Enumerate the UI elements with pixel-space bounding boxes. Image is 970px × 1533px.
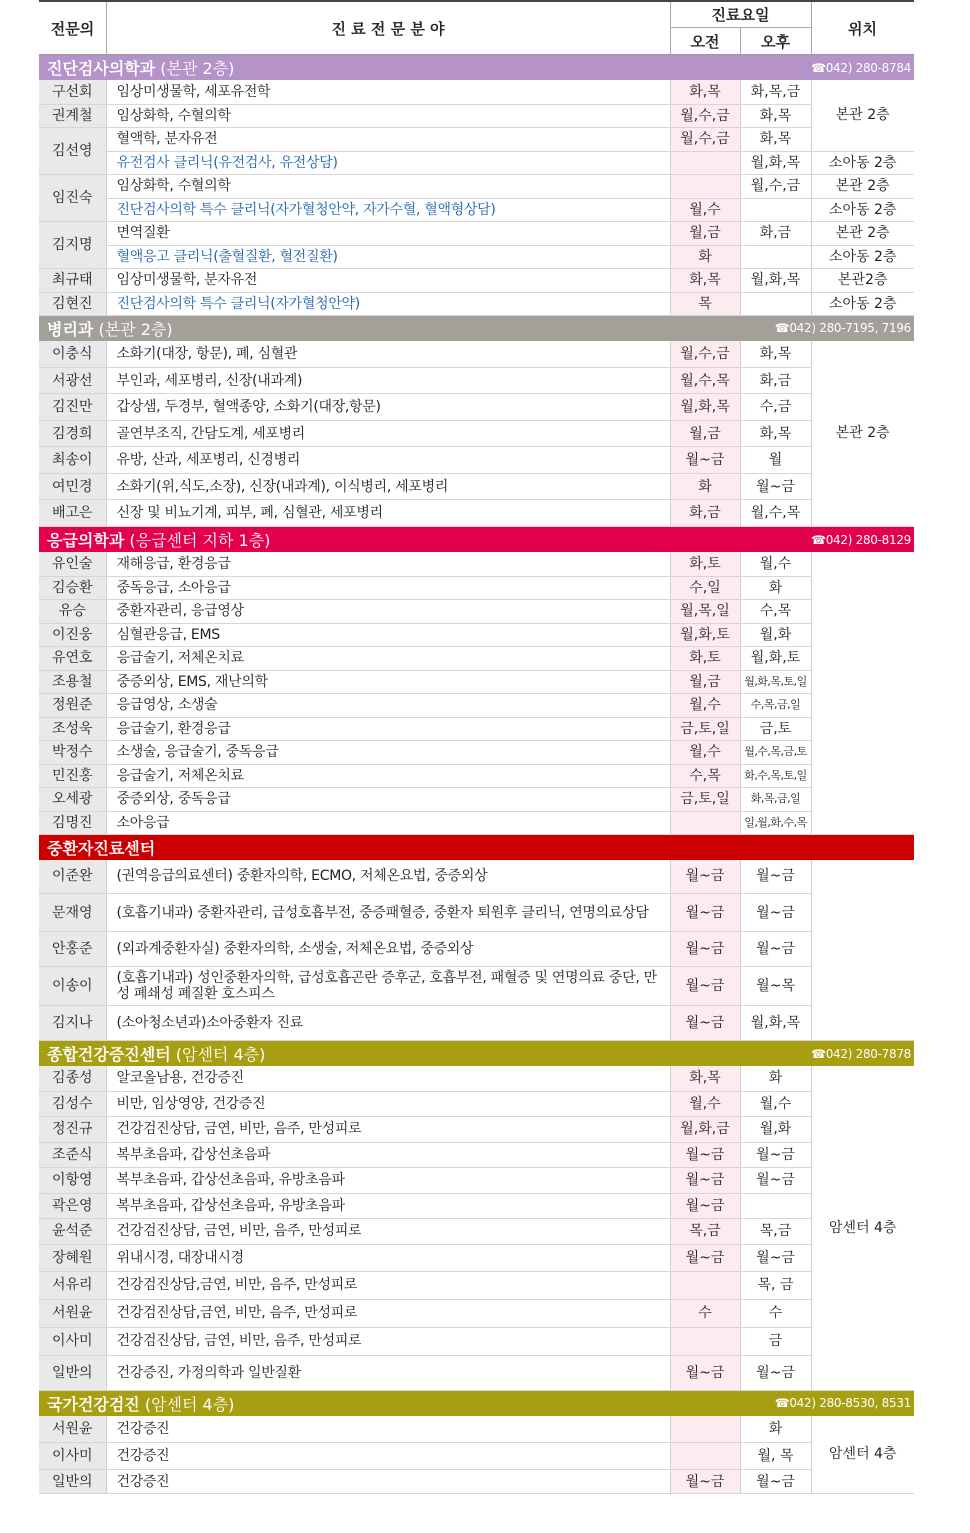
section-header-1 [39,55,914,80]
table-row [39,1416,914,1443]
doctor-name: 서원윤 [39,1299,106,1327]
doctor-name: 김현진 [39,292,106,315]
pm-days: 수,목,금,일 [740,693,811,717]
location [811,860,914,1041]
pm-days: 목, 금 [740,1271,811,1299]
table-row [39,1193,914,1218]
doctor-name: 김경희 [39,421,106,447]
table-row [39,1167,914,1193]
pm-days: 월~금 [740,894,811,932]
section-phone: ☎042) 280-8530, 8531 [774,1396,911,1410]
pm-days: 월~금 [740,1142,811,1167]
table-row [39,174,914,198]
am-days [670,1416,740,1443]
doctor-name: 정진규 [39,1116,106,1142]
table-row [39,740,914,764]
doctor-name: 일반의 [39,1355,106,1390]
pm-days: 수,목 [740,599,811,623]
location: 암센터 4층 [811,1416,914,1494]
am-days: 화 [670,245,740,268]
section-title [47,56,234,79]
doctor-name: 김승환 [39,576,106,599]
doctor-name: 박정수 [39,740,106,764]
specialty: 유방, 산과, 세포병리, 신경병리 [106,447,670,474]
specialty: 위내시경, 대장내시경 [106,1244,670,1271]
pm-days: 화,목 [740,341,811,368]
pm-days: 월,화,목,토,일 [740,670,811,693]
section-header-3 [39,527,914,552]
location: 본관 2층 [811,341,914,527]
table-row [39,552,914,576]
table-row [39,1271,914,1299]
doctor-name: 김명진 [39,811,106,834]
section-subtitle: (암센터 4층) [139,1394,235,1414]
table-row [39,1116,914,1142]
am-days: 월~금 [670,860,740,894]
table-row [39,932,914,967]
table-row [39,447,914,474]
pm-days: 수 [740,1299,811,1327]
doctor-name: 윤석준 [39,1218,106,1244]
header-days: 진료요일 [670,2,811,28]
pm-days: 월~금 [740,860,811,894]
am-days: 월,금 [670,670,740,693]
doctor-name: 여민경 [39,474,106,500]
location: 소아동 2층 [811,292,914,315]
specialty: 복부초음파, 갑상선초음파, 유방초음파 [106,1193,670,1218]
pm-days: 화,목,금 [740,80,811,104]
am-days: 화,목 [670,80,740,104]
table-row [39,292,914,315]
table-row [39,198,914,221]
table-row [39,421,914,447]
table-row [39,787,914,811]
section-title-text: 중환자진료센터 [47,838,156,858]
doctor-name: 서유리 [39,1271,106,1299]
header-doctor: 전문의 [50,19,95,38]
doctor-name: 서원윤 [39,1416,106,1443]
pm-days: 화,금 [740,368,811,394]
specialty: 부인과, 세포병리, 신장(내과계) [106,368,670,394]
specialty: 임상화학, 수혈의학 [106,104,670,127]
pm-days: 월,수 [740,1091,811,1116]
am-days: 화,목 [670,268,740,292]
section-header-2 [39,316,914,341]
pm-days: 월, 목 [740,1443,811,1470]
table-row [39,151,914,174]
doctor-name: 장혜원 [39,1244,106,1271]
table-row [39,268,914,292]
am-days: 월,수 [670,198,740,221]
pm-days: 월 [740,447,811,474]
doctor-name: 유승 [39,599,106,623]
doctor-name: 최송이 [39,447,106,474]
am-days: 월,화,목 [670,394,740,421]
doctor-name: 이충식 [39,341,106,368]
doctor-name: 이진웅 [39,623,106,646]
location: 본관2층 [811,268,914,292]
section-header-4 [39,835,914,860]
section-phone: ☎042) 280-8784 [811,60,911,75]
am-days: 월~금 [670,1355,740,1390]
section-table [39,341,914,528]
pm-days: 월,화,목 [740,151,811,174]
am-days: 월,화,토 [670,623,740,646]
table-row [39,967,914,1006]
specialty: (외과계중환자실) 중환자의학, 소생술, 저체온요법, 중증외상 [106,932,670,967]
table-row [39,1299,914,1327]
table-row [39,474,914,500]
section-title-text: 응급의학과 [47,531,125,550]
doctor-name: 임진숙 [39,174,106,221]
doctor-name: 최규태 [39,268,106,292]
specialty: 신장 및 비뇨기계, 피부, 폐, 심혈관, 세포병리 [106,500,670,527]
doctor-name: 김지명 [39,221,106,268]
specialty: 임상미생물학, 세포유전학 [106,80,670,104]
am-days: 월~금 [670,932,740,967]
doctor-name: 유인술 [39,552,106,576]
specialty: (호흡기내과) 중환자관리, 급성호흡부전, 중증패혈증, 중환자 퇴원후 클리닉, 연명의료상담 [106,894,670,932]
location: 소아동 2층 [811,198,914,221]
pm-days: 일,월,화,수,목 [740,811,811,834]
section-title-text: 종합건강증진센터 [47,1045,171,1064]
specialty: 진단검사의학 특수 클리닉(자가혈청안약, 자가수혈, 혈액형상담) [106,198,670,221]
pm-days: 금 [740,1327,811,1355]
doctor-name: 오세광 [39,787,106,811]
pm-days: 월~금 [740,1470,811,1494]
section-title [47,528,270,551]
table-row [39,860,914,894]
doctor-name: 김진만 [39,394,106,421]
specialty: 혈액학, 분자유전 [106,127,670,151]
specialty: 소화기(대장, 항문), 폐, 심혈관 [106,341,670,368]
section-title-text: 국가건강검진 [47,1394,140,1414]
am-days: 화 [670,474,740,500]
pm-days: 월~금 [740,932,811,967]
specialty: 재해응급, 환경응급 [106,552,670,576]
section-table [39,552,914,835]
pm-days: 목,금 [740,1218,811,1244]
am-days: 월,금 [670,221,740,245]
pm-days: 화,수,목,토,일 [740,764,811,787]
section-subtitle: (본관 2층) [93,319,173,339]
am-days: 수,목 [670,764,740,787]
location [811,552,914,834]
am-days: 월,금 [670,421,740,447]
am-days: 월~금 [670,1006,740,1041]
section-title [47,836,155,859]
doctor-name: 김종성 [39,1066,106,1091]
section-title [47,1042,265,1065]
specialty: (권역응급의료센터) 중환자의학, ECMO, 저체온요법, 중증외상 [106,860,670,894]
pm-days [740,198,811,221]
specialty: 응급술기, 환경응급 [106,717,670,740]
header-location: 위치 [848,19,877,38]
pm-days: 월,화 [740,1116,811,1142]
table-row [39,1091,914,1116]
header-am: 오전 [690,32,720,51]
table-row [39,646,914,670]
pm-days: 월~금 [740,1355,811,1390]
table-row [39,1066,914,1091]
am-days: 월~금 [670,1193,740,1218]
specialty: (소아청소년과)소아중환자 진료 [106,1006,670,1041]
location: 소아동 2층 [811,151,914,174]
am-days: 월,수 [670,1091,740,1116]
specialty: 비만, 임상영양, 건강증진 [106,1091,670,1116]
am-days: 월,수 [670,740,740,764]
doctor-name: 김지나 [39,1006,106,1041]
location: 본관 2층 [811,174,914,198]
doctor-name: 이사미 [39,1443,106,1470]
doctor-name: 일반의 [39,1470,106,1494]
table-row [39,1327,914,1355]
pm-days: 수,금 [740,394,811,421]
table-row [39,764,914,787]
am-days: 화,토 [670,646,740,670]
am-days: 수 [670,1299,740,1327]
specialty: 중증외상, EMS, 재난의학 [106,670,670,693]
doctor-name: 서광선 [39,368,106,394]
specialty: 골연부조직, 간담도계, 세포병리 [106,421,670,447]
section-title-text: 진단검사의학과 [47,59,156,78]
section-phone: ☎042) 280-8129 [811,532,911,547]
table-row [39,623,914,646]
table-row [39,1355,914,1390]
am-days: 월~금 [670,1470,740,1494]
table-row [39,1142,914,1167]
pm-days: 월,수,목,금,토 [740,740,811,764]
pm-days [740,1193,811,1218]
specialty: 응급술기, 저체온치료 [106,646,670,670]
table-row [39,104,914,127]
table-row [39,811,914,834]
section-header-5 [39,1041,914,1066]
am-days: 월,수,금 [670,341,740,368]
section-phone: ☎042) 280-7878 [811,1046,911,1061]
pm-days: 화,목 [740,127,811,151]
specialty: 복부초음파, 갑상선초음파, 유방초음파 [106,1167,670,1193]
table-row [39,500,914,527]
am-days: 월,수,금 [670,127,740,151]
am-days [670,1327,740,1355]
header-pm: 오후 [761,32,790,51]
pm-days: 화,목 [740,421,811,447]
specialty: 중독응급, 소아응급 [106,576,670,599]
table-row [39,717,914,740]
am-days: 월,수,목 [670,368,740,394]
specialty: 건강검진상담,금연, 비만, 음주, 만성피로 [106,1299,670,1327]
am-days: 월,화,금 [670,1116,740,1142]
am-days: 금,토,일 [670,717,740,740]
pm-days: 월,화,목 [740,268,811,292]
pm-days [740,245,811,268]
am-days: 월~금 [670,894,740,932]
table-row [39,221,914,245]
specialty: 건강증진 [106,1443,670,1470]
location: 암센터 4층 [811,1066,914,1390]
table-row [39,394,914,421]
am-days: 월,목,일 [670,599,740,623]
table-row [39,576,914,599]
specialty: 소화기(위,식도,소장), 신장(내과계), 이식병리, 세포병리 [106,474,670,500]
location: 소아동 2층 [811,245,914,268]
section-title-text: 병리과 [47,319,94,339]
pm-days: 월,수,금 [740,174,811,198]
doctor-name: 민진홍 [39,764,106,787]
table-row [39,245,914,268]
specialty: 임상화학, 수혈의학 [106,174,670,198]
section-table [39,1066,914,1391]
specialty: 응급영상, 소생술 [106,693,670,717]
am-days: 화,목 [670,1066,740,1091]
am-days: 목,금 [670,1218,740,1244]
pm-days: 월,화 [740,623,811,646]
table-row [39,1443,914,1470]
table-header [39,0,914,55]
doctor-name: 배고은 [39,500,106,527]
specialty: 중환자관리, 응급영상 [106,599,670,623]
specialty: 심혈관응급, EMS [106,623,670,646]
table-row [39,80,914,104]
doctor-name: 김성수 [39,1091,106,1116]
section-title [47,317,173,340]
am-days [670,1271,740,1299]
section-table [39,80,914,316]
specialty: 중증외상, 중독응급 [106,787,670,811]
am-days: 월,수,금 [670,104,740,127]
specialty: 소생술, 응급술기, 중독응급 [106,740,670,764]
section-subtitle: (응급센터 지하 1층) [124,531,271,550]
am-days: 월~금 [670,447,740,474]
pm-days [740,292,811,315]
doctor-name: 문재영 [39,894,106,932]
specialty: 갑상샘, 두경부, 혈액종양, 소화기(대장,항문) [106,394,670,421]
pm-days: 화 [740,1416,811,1443]
specialty: 임상미생물학, 분자유전 [106,268,670,292]
am-days: 화,금 [670,500,740,527]
section-table [39,860,914,1042]
specialty: 진단검사의학 특수 클리닉(자가혈청안약) [106,292,670,315]
doctor-name: 구선회 [39,80,106,104]
pm-days: 화,금 [740,221,811,245]
pm-days: 월~금 [740,1244,811,1271]
specialty: 복부초음파, 갑상선초음파 [106,1142,670,1167]
table-row [39,368,914,394]
specialty: 소아응급 [106,811,670,834]
doctor-name: 이송이 [39,967,106,1006]
am-days [670,811,740,834]
doctor-name: 조준식 [39,1142,106,1167]
pm-days: 월,수 [740,552,811,576]
specialty: 건강검진상담, 금연, 비만, 음주, 만성피로 [106,1218,670,1244]
doctor-name: 안홍준 [39,932,106,967]
am-days [670,151,740,174]
doctor-name: 김선영 [39,127,106,174]
pm-days: 화,목,금,일 [740,787,811,811]
table-row [39,1244,914,1271]
header-field: 진 료 전 문 분 야 [331,19,445,38]
am-days: 월,수 [670,693,740,717]
pm-days: 월~금 [740,1167,811,1193]
doctor-name: 조용철 [39,670,106,693]
table-row [39,1470,914,1494]
doctor-name: 유연호 [39,646,106,670]
section-header-6 [39,1391,914,1416]
doctor-name: 이사미 [39,1327,106,1355]
doctor-name: 이준완 [39,860,106,894]
doctor-name: 조성욱 [39,717,106,740]
table-row [39,894,914,932]
doctor-name: 이항영 [39,1167,106,1193]
specialty: 건강증진 [106,1416,670,1443]
pm-days: 화,목 [740,104,811,127]
pm-days: 월,수,목 [740,500,811,527]
am-days: 월~금 [670,1142,740,1167]
specialty: 응급술기, 저체온치료 [106,764,670,787]
pm-days: 화 [740,1066,811,1091]
am-days: 금,토,일 [670,787,740,811]
pm-days: 월,화,목 [740,1006,811,1041]
doctor-name: 곽은영 [39,1193,106,1218]
doctor-name: 정원준 [39,693,106,717]
am-days: 수,일 [670,576,740,599]
specialty: 건강증진, 가정의학과 일반질환 [106,1355,670,1390]
table-row [39,599,914,623]
specialty: 건강검진상담,금연, 비만, 음주, 만성피로 [106,1271,670,1299]
table-row [39,127,914,151]
section-subtitle: (본관 2층) [155,59,235,78]
table-row [39,1218,914,1244]
specialty: 건강증진 [106,1470,670,1494]
specialty: 건강검진상담, 금연, 비만, 음주, 만성피로 [106,1327,670,1355]
pm-days: 월~금 [740,474,811,500]
table-row [39,670,914,693]
table-row [39,341,914,368]
doctor-name: 권계철 [39,104,106,127]
table-row [39,693,914,717]
section-table [39,1416,914,1495]
specialty: 혈액응고 클리닉(출혈질환, 혈전질환) [106,245,670,268]
pm-days: 월~목 [740,967,811,1006]
am-days [670,1443,740,1470]
am-days: 월~금 [670,1244,740,1271]
section-title [47,1392,234,1415]
specialty: (호흡기내과) 성인중환자의학, 급성호흡곤란 증후군, 호흡부전, 패혈증 및 연명의료 중단, 만성 폐쇄성 폐질환 호스피스 [106,967,670,1006]
am-days: 목 [670,292,740,315]
pm-days: 금,토 [740,717,811,740]
location: 본관 2층 [811,80,914,151]
pm-days: 월,화,토 [740,646,811,670]
pm-days: 화 [740,576,811,599]
am-days [670,174,740,198]
specialty: 유전검사 클리닉(유전검사, 유전상담) [106,151,670,174]
am-days: 월~금 [670,967,740,1006]
clinic-schedule [39,0,914,1494]
section-subtitle: (암센터 4층) [170,1045,266,1064]
location: 본관 2층 [811,221,914,245]
specialty: 알코올남용, 건강증진 [106,1066,670,1091]
specialty: 면역질환 [106,221,670,245]
section-phone: ☎042) 280-7195, 7196 [774,321,911,335]
am-days: 화,토 [670,552,740,576]
am-days: 월~금 [670,1167,740,1193]
specialty: 건강검진상담, 금연, 비만, 음주, 만성피로 [106,1116,670,1142]
table-row [39,1006,914,1041]
